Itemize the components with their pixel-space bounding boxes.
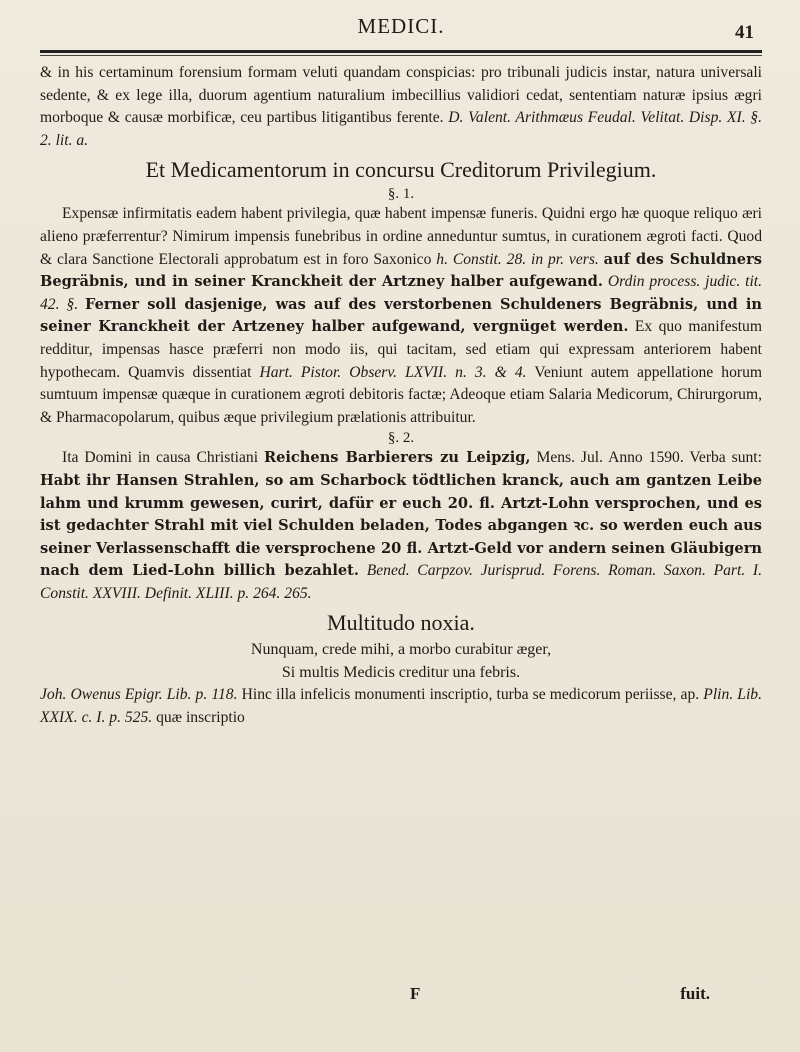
- section-mark-1: §. 1.: [387, 186, 415, 203]
- running-head: MEDICI.: [357, 14, 445, 38]
- paragraph-4-text-b: quæ inscriptio: [156, 709, 245, 727]
- paragraph-2-citation-b: Ordin process. judic. tit. 42. §.: [40, 273, 763, 313]
- paragraph-2-text-c: Veniunt autem appellatione horum sumtuum impensæ quæque in curationem ægroti debitoris factæ; Adeoque etiam Salaria Medicorum, Chirurgorum, & Pharmacopolarum, quibus æque privilegium prælationis attribuitur.: [40, 363, 762, 426]
- header-rule-thin: [40, 55, 762, 56]
- section-heading: Et Medicamentorum in concursu Creditorum Privilegium.: [145, 157, 657, 183]
- section-mark-2: §. 2.: [387, 430, 415, 447]
- paragraph-4-text-a: Hinc illa infelicis monumenti inscriptio, turba se medicorum periisse, ap.: [241, 686, 700, 704]
- page-header: [40, 0, 762, 62]
- paragraph-2-citation-c: Hart. Pistor. Observ. LXVII. n. 3. & 4.: [259, 363, 527, 381]
- paragraph-3-text-a: Ita Domini in causa Christiani: [62, 449, 259, 467]
- catchword: fuit.: [680, 984, 710, 1003]
- verse-line: Si multis Medicis creditur una febris.: [281, 664, 521, 682]
- paragraph-3-german-name: Reichens Barbierers zu Leipzig,: [263, 449, 531, 467]
- paragraph-3-german-quote: Habt ihr Hansen Strahlen, so am Scharbock tödtlichen kranck, auch am gantzen Leibe lahm und krumm gewesen, curirt, dafür er euch 20. fl. Artzt-Lohn versprochen, und es ist gedachter Strahl mit viel Schulden beladen, Todes abgangen ꝛc. so werden euch aus seiner Verlassenschafft die versprochene 20 fl. Artzt-Geld vor andern seinen Gläubigern nach dem Lied-Lohn billich bezahlet.: [40, 471, 762, 580]
- paragraph-2-text-a: Expensæ infirmitatis eadem habent privilegia, quæ habent impensæ funeris. Quidni ergo hæ quoque reliquo æri alieno præferrentur? Nimirum impensis funebribus in ordine anneduntur sumtus, in curationem ægroti facti. Quod & clara Sanctione Electorali approbatum est in foro Saxonico: [40, 205, 762, 268]
- paragraph-4-citation-a: Joh. Owenus Epigr. Lib. p. 118.: [40, 686, 238, 704]
- paragraph-2-german-b: Ferner soll dasjenige, was auf des verstorbenen Schuldeners Begräbnis, und in seiner Kranckheit der Artzeney halber aufgewand, vergnüget werden.: [40, 295, 762, 336]
- verse-line: Nunquam, crede mihi, a morbo curabitur æger,: [250, 641, 552, 659]
- paragraph-1-text: & in his certaminum forensium formam veluti quandam conspicias: pro tribunali judicis instar, natura universali sedente, & ex lege illa, duorum agentium naturalium imbecillius validiori cedat, sententiam naturæ ipsius ægri morboque & causæ morbificæ, ceu partibus litigantibus ferente.: [40, 64, 762, 127]
- paragraph-3: [40, 447, 762, 605]
- paragraph-1-citation: D. Valent. Arithmæus Feudal. Velitat. Disp. XI. §. 2. lit. a.: [40, 109, 762, 149]
- paragraph-2-text-b: Ex quo manifestum redditur, impensas hasce præferri non modo iis, qui tacitam, sed etiam qui expressam anteriorem habent hypothecam. Quamvis dissentiat: [40, 318, 762, 381]
- paragraph-2-citation-a: h. Constit. 28. in pr. vers.: [436, 250, 599, 268]
- section-heading-2: Multitudo noxia.: [327, 610, 475, 636]
- paragraph-4-citation-b: Plin. Lib. XXIX. c. I. p. 525.: [40, 686, 763, 727]
- paragraph-3-text-b: Mens. Jul. Anno 1590. Verba sunt:: [536, 449, 762, 467]
- page-number: 41: [735, 22, 754, 43]
- header-rule: [40, 50, 762, 53]
- paragraph-1: [40, 62, 762, 152]
- paragraph-3-citation: Bened. Carpzov. Jurisprud. Forens. Roman. Saxon. Part. I. Constit. XXVIII. Definit. XLIII. p. 264. 265.: [40, 562, 762, 602]
- paragraph-4: [40, 684, 762, 729]
- signature-mark: F: [410, 984, 421, 1003]
- paragraph-2: [40, 203, 762, 429]
- paragraph-2-german-a: auf des Schuldners Begräbnis, und in seiner Kranckheit der Artzney halber aufgewand.: [40, 250, 762, 291]
- verse-block: [40, 638, 762, 684]
